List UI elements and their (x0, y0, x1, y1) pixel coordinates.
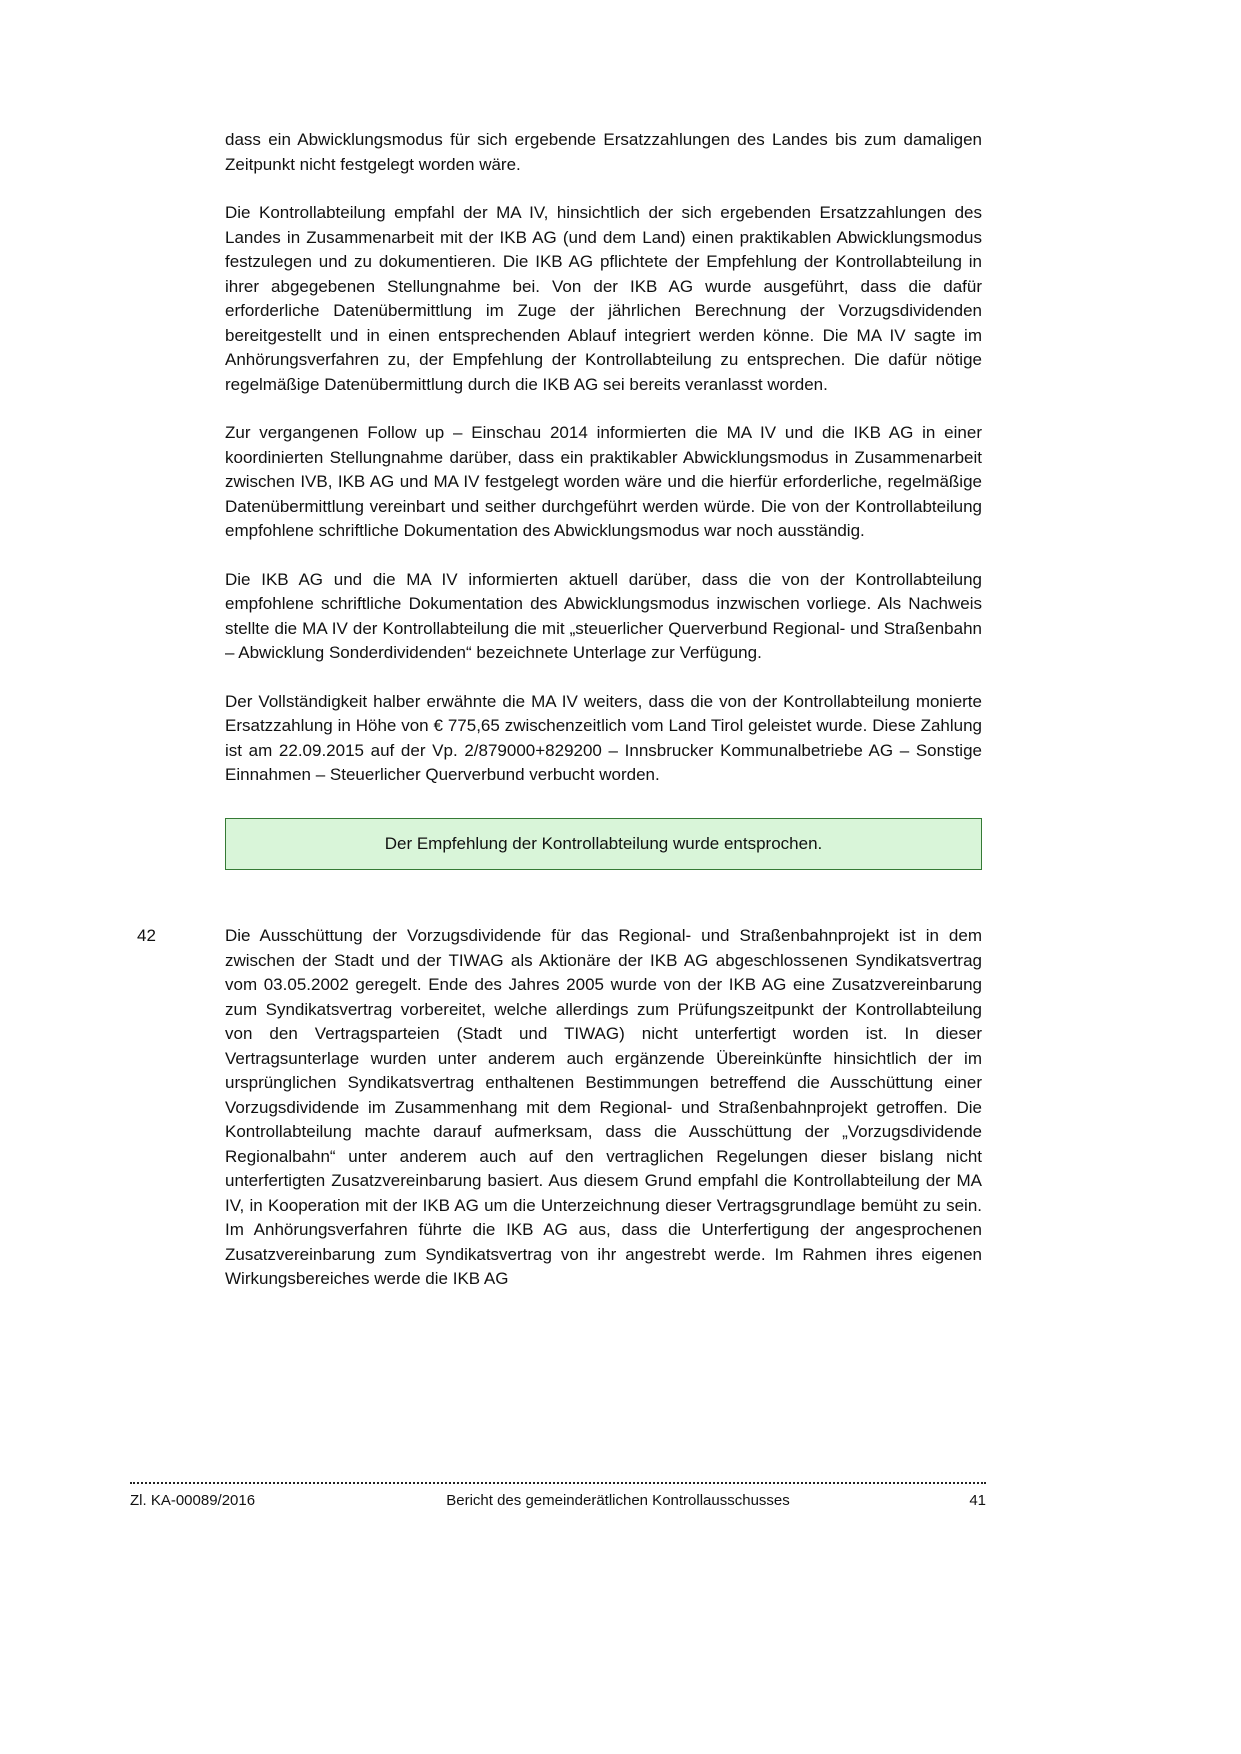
page-content (137, 128, 982, 1292)
numbered-item (137, 924, 982, 1292)
footer-divider (130, 1482, 986, 1484)
page-footer (130, 1482, 986, 1509)
footer-page-number: 41 (969, 1492, 986, 1509)
footer-reference: Zl. KA-00089/2016 (130, 1492, 256, 1509)
footer-title: Bericht des gemeinderätlichen Kontrollausschusses (446, 1492, 790, 1509)
paragraph-number: 42 (137, 926, 156, 945)
body-paragraph: Der Vollständigkeit halber erwähnte die MA IV weiters, dass die von der Kontrollabteilung monierte Ersatzzahlung in Höhe von € 775,65 zwischenzeitlich vom Land Tirol geleistet wurde. Diese Zahlung ist am 22.09.2015 auf der Vp. 2/879000+829200 – Innsbrucker Kommunalbetriebe AG – Sonstige Einnahmen – Steuerlicher Querverbund verbucht worden. (225, 691, 982, 784)
body-paragraph: Zur vergangenen Follow up – Einschau 2014 informierten die MA IV und die IKB AG in einer koordinierten Stellungnahme darüber, dass ein praktikabler Abwicklungsmodus in Zusammenarbeit zwischen IVB, IKB AG und MA IV festgelegt worden wäre und die hierfür erforderliche, regelmäßige Datenübermittlung vereinbart und seither durchgeführt werden würde. Die von der Kontrollabteilung empfohlene schriftliche Dokumentation des Abwicklungsmodus war noch ausständig. (225, 423, 982, 540)
body-paragraph: dass ein Abwicklungsmodus für sich ergebende Ersatzzahlungen des Landes bis zum damaligen Zeitpunkt nicht festgelegt worden wäre. (225, 130, 982, 174)
recommendation-box: Der Empfehlung der Kontrollabteilung wurde entsprochen. (225, 818, 982, 871)
body-paragraph: Die IKB AG und die MA IV informierten aktuell darüber, dass die von der Kontrollabteilung empfohlene schriftliche Dokumentation des Abwicklungsmodus inzwischen vorliege. Als Nachweis stellte die MA IV der Kontrollabteilung die mit „steuerlicher Querverbund Regional- und Straßenbahn – Abwicklung Sonderdividenden“ bezeichnete Unterlage zur Verfügung. (225, 569, 982, 662)
footer-row (130, 1492, 986, 1509)
body-paragraph: Die Kontrollabteilung empfahl der MA IV, hinsichtlich der sich ergebenden Ersatzzahlungen des Landes in Zusammenarbeit mit der IKB AG (und dem Land) einen praktikablen Abwicklungsmodus festzulegen und zu dokumentieren. Die IKB AG pflichtete der Empfehlung der Kontrollabteilung in ihrer abgegebenen Stellungnahme bei. Von der IKB AG wurde ausgeführt, dass die dafür erforderliche Datenübermittlung im Zuge der jährlichen Berechnung der Vorzugsdividenden bereitgestellt und in einen entsprechenden Ablauf integriert werden könne. Die MA IV sagte im Anhörungsverfahren zu, der Empfehlung der Kontrollabteilung zu entsprechen. Die dafür nötige regelmäßige Datenübermittlung durch die IKB AG sei bereits veranlasst worden. (225, 203, 982, 394)
body-paragraph: Die Ausschüttung der Vorzugsdividende für das Regional- und Straßenbahnprojekt ist in dem zwischen der Stadt und der TIWAG als Aktionäre der IKB AG abgeschlossenen Syndikatsvertrag vom 03.05.2002 geregelt. Ende des Jahres 2005 wurde von der IKB AG eine Zusatzvereinbarung zum Syndikatsvertrag vorbereitet, welche allerdings zum Prüfungszeitpunkt der Kontrollabteilung von den Vertragsparteien (Stadt und TIWAG) nicht unterfertigt worden ist. In dieser Vertragsunterlage wurden unter anderem auch ergänzende Übereinkünfte hinsichtlich der im ursprünglichen Syndikatsvertrag enthaltenen Bestimmungen betreffend die Ausschüttung einer Vorzugsdividende im Zusammenhang mit dem Regional- und Straßenbahnprojekt getroffen. Die Kontrollabteilung machte darauf aufmerksam, dass die Ausschüttung der „Vorzugsdividende Regionalbahn“ unter anderem auch auf den vertraglichen Regelungen dieser bislang nicht unterfertigten Zusatzvereinbarung basiert. Aus diesem Grund empfahl die Kontrollabteilung der MA IV, in Kooperation mit der IKB AG um die Unterzeichnung dieser Vertragsgrundlage bemüht zu sein. Im Anhörungsverfahren führte die IKB AG aus, dass die Unterfertigung der angesprochenen Zusatzvereinbarung zum Syndikatsvertrag von ihr angestrebt werde. Im Rahmen ihres eigenen Wirkungsbereiches werde die IKB AG (225, 926, 982, 1288)
